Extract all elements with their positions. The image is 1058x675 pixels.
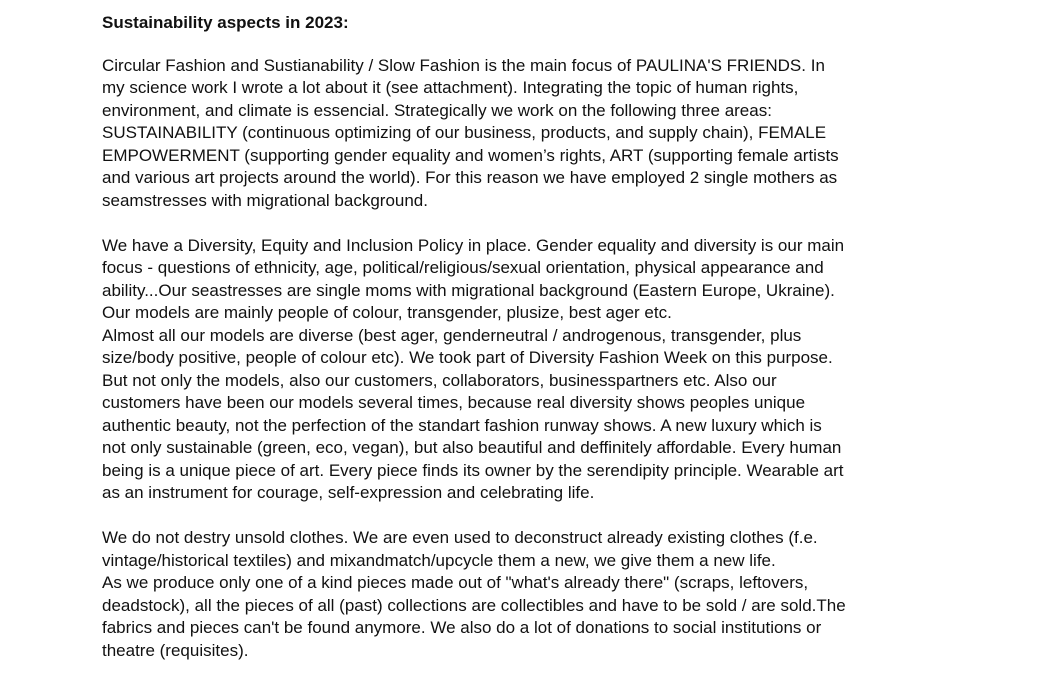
text-line: my science work I wrote a lot about it (see attachment). Integrating the topic of human rights, xyxy=(102,78,799,97)
text-line: SUSTAINABILITY (continuous optimizing of our business, products, and supply chain), FEMALE xyxy=(102,123,827,142)
text-line: not only sustainable (green, eco, vegan), but also beautiful and deffinitely affordable. Every human xyxy=(102,438,842,457)
text-line: authentic beauty, not the perfection of the standart fashion runway shows. A new luxury which is xyxy=(102,415,822,435)
spacer xyxy=(102,35,962,55)
paragraph-unsold-clothes xyxy=(102,527,962,662)
text-line: EMPOWERMENT (supporting gender equality and women’s rights, ART (supporting female artists xyxy=(102,145,839,165)
paragraph-circular-fashion xyxy=(102,55,962,213)
text-line: seamstresses with migrational background. xyxy=(102,190,428,210)
text-line: environment, and climate is essencial. Strategically we work on the following three areas: xyxy=(102,100,772,120)
paragraph-diversity-policy xyxy=(102,235,962,505)
text-line: as an instrument for courage, self-expression and celebrating life. xyxy=(102,483,595,502)
text-line: deadstock), all the pieces of all (past) collections are collectibles and have to be sold / are sold.The xyxy=(102,595,846,615)
text-line: As we produce only one of a kind pieces made out of "what's already there" (scraps, leftovers, xyxy=(102,573,809,592)
text-line: size/body positive, people of colour etc). We took part of Diversity Fashion Week on this purpose. xyxy=(102,348,833,367)
text-line: fabrics and pieces can't be found anymore. We also do a lot of donations to social institutions or xyxy=(102,618,822,637)
text-line: But not only the models, also our customers, collaborators, businesspartners etc. Also our xyxy=(102,370,777,390)
text-line: vintage/historical textiles) and mixandmatch/upcycle them a new, we give them a new life. xyxy=(102,550,776,570)
text-line: We do not destry unsold clothes. We are even used to deconstruct already existing clothes (f.e. xyxy=(102,528,818,547)
text-line: Circular Fashion and Sustianability / Slow Fashion is the main focus of PAULINA'S FRIENDS. In xyxy=(102,55,825,75)
spacer xyxy=(102,505,962,528)
text-line: We have a Diversity, Equity and Inclusion Policy in place. Gender equality and diversity is our main xyxy=(102,235,845,255)
document-heading: Sustainability aspects in 2023: xyxy=(102,13,349,32)
text-line: customers have been our models several times, because real diversity shows peoples unique xyxy=(102,393,806,412)
spacer xyxy=(102,212,962,235)
document-page xyxy=(102,12,962,662)
text-line: Almost all our models are diverse (best ager, genderneutral / androgenous, transgender, plus xyxy=(102,325,802,345)
text-line: and various art projects around the world). For this reason we have employed 2 single mothers as xyxy=(102,168,838,187)
text-line: ability...Our seastresses are single moms with migrational background (Eastern Europe, Ukraine). xyxy=(102,280,835,300)
text-line: Our models are mainly people of colour, transgender, plusize, best ager etc. xyxy=(102,303,672,322)
text-line: focus - questions of ethnicity, age, political/religious/sexual orientation, physical appearance and xyxy=(102,258,824,277)
text-line: theatre (requisites). xyxy=(102,640,249,660)
text-line: being is a unique piece of art. Every piece finds its owner by the serendipity principle. Wearable art xyxy=(102,460,844,480)
